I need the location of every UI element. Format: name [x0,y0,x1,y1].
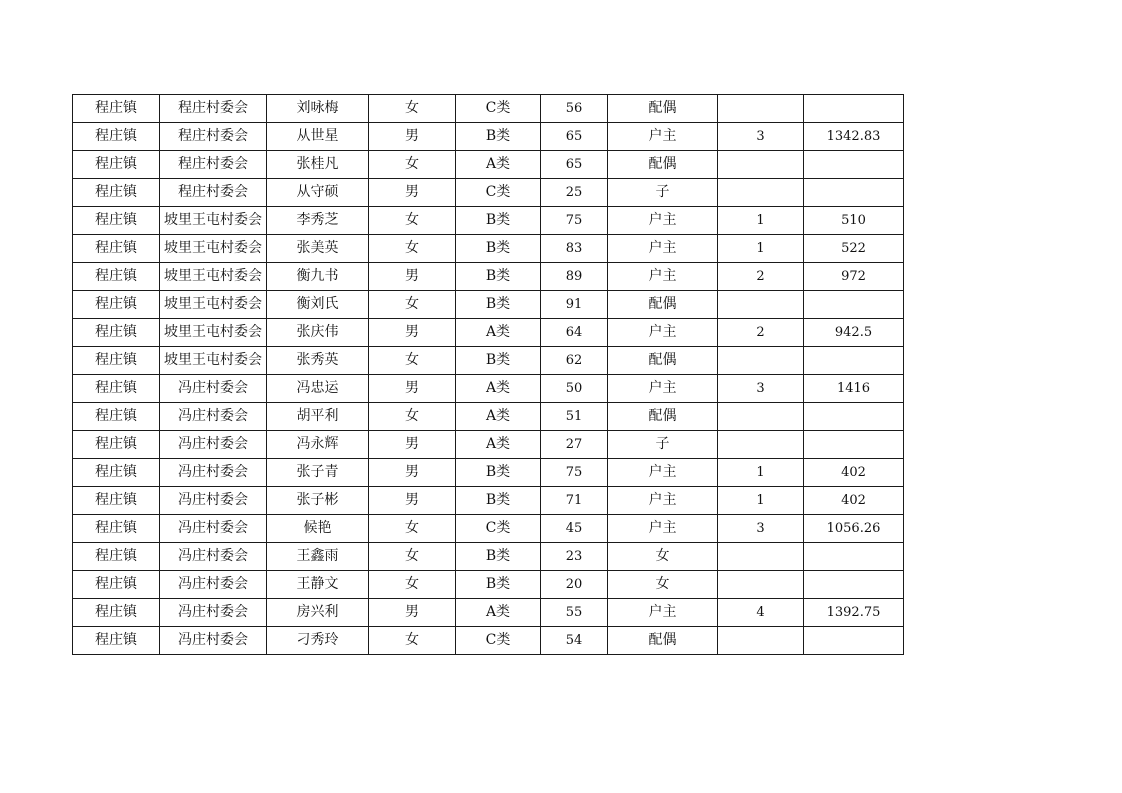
cell-members [718,543,804,571]
cell-name: 王鑫雨 [267,543,369,571]
cell-category: A类 [456,599,541,627]
cell-relation: 户主 [608,263,718,291]
cell-category: A类 [456,403,541,431]
cell-age: 27 [541,431,608,459]
table-row [73,207,904,235]
cell-name: 张秀英 [267,347,369,375]
cell-village: 冯庄村委会 [160,403,267,431]
cell-age: 75 [541,207,608,235]
cell-town: 程庄镇 [73,459,160,487]
cell-town: 程庄镇 [73,515,160,543]
cell-gender: 男 [369,599,456,627]
cell-name: 李秀芝 [267,207,369,235]
cell-members: 1 [718,487,804,515]
cell-town: 程庄镇 [73,375,160,403]
cell-amount: 510 [804,207,904,235]
cell-gender: 女 [369,515,456,543]
cell-gender: 女 [369,627,456,655]
cell-amount [804,431,904,459]
cell-members [718,403,804,431]
cell-category: A类 [456,375,541,403]
cell-town: 程庄镇 [73,95,160,123]
cell-relation: 配偶 [608,291,718,319]
cell-relation: 户主 [608,599,718,627]
cell-village: 冯庄村委会 [160,459,267,487]
cell-gender: 女 [369,291,456,319]
cell-amount [804,95,904,123]
cell-town: 程庄镇 [73,235,160,263]
cell-category: B类 [456,487,541,515]
cell-relation: 配偶 [608,627,718,655]
cell-age: 25 [541,179,608,207]
cell-members [718,431,804,459]
cell-village: 冯庄村委会 [160,431,267,459]
cell-gender: 女 [369,95,456,123]
cell-gender: 男 [369,487,456,515]
table-row [73,459,904,487]
cell-name: 张子青 [267,459,369,487]
cell-category: A类 [456,431,541,459]
cell-name: 衡九书 [267,263,369,291]
cell-age: 65 [541,123,608,151]
cell-name: 冯永辉 [267,431,369,459]
cell-members [718,347,804,375]
table-row [73,627,904,655]
cell-town: 程庄镇 [73,403,160,431]
cell-members [718,627,804,655]
table-row [73,487,904,515]
cell-age: 51 [541,403,608,431]
cell-village: 坡里王屯村委会 [160,319,267,347]
cell-village: 冯庄村委会 [160,543,267,571]
cell-name: 张子彬 [267,487,369,515]
cell-village: 程庄村委会 [160,95,267,123]
cell-name: 张美英 [267,235,369,263]
cell-amount: 1056.26 [804,515,904,543]
cell-village: 坡里王屯村委会 [160,291,267,319]
cell-gender: 男 [369,319,456,347]
cell-amount: 522 [804,235,904,263]
cell-members: 3 [718,123,804,151]
cell-amount: 1392.75 [804,599,904,627]
cell-category: A类 [456,319,541,347]
table-row [73,599,904,627]
cell-members [718,571,804,599]
cell-age: 20 [541,571,608,599]
cell-category: B类 [456,263,541,291]
cell-village: 冯庄村委会 [160,515,267,543]
cell-category: C类 [456,179,541,207]
cell-relation: 配偶 [608,151,718,179]
cell-relation: 户主 [608,123,718,151]
cell-members [718,151,804,179]
cell-relation: 户主 [608,235,718,263]
cell-age: 65 [541,151,608,179]
cell-amount [804,347,904,375]
table-row [73,95,904,123]
cell-age: 62 [541,347,608,375]
cell-members: 3 [718,375,804,403]
cell-town: 程庄镇 [73,487,160,515]
cell-amount [804,543,904,571]
table-row [73,235,904,263]
cell-name: 衡刘氏 [267,291,369,319]
cell-amount [804,151,904,179]
cell-age: 54 [541,627,608,655]
table-row [73,151,904,179]
cell-amount: 1416 [804,375,904,403]
cell-village: 程庄村委会 [160,151,267,179]
cell-age: 64 [541,319,608,347]
table-row [73,543,904,571]
cell-village: 冯庄村委会 [160,571,267,599]
cell-town: 程庄镇 [73,571,160,599]
cell-gender: 女 [369,347,456,375]
cell-gender: 女 [369,235,456,263]
cell-category: B类 [456,459,541,487]
cell-age: 45 [541,515,608,543]
cell-name: 房兴利 [267,599,369,627]
cell-age: 83 [541,235,608,263]
cell-amount [804,403,904,431]
cell-name: 张桂凡 [267,151,369,179]
cell-age: 71 [541,487,608,515]
cell-amount: 972 [804,263,904,291]
cell-members [718,179,804,207]
cell-name: 刁秀玲 [267,627,369,655]
table-row [73,179,904,207]
cell-village: 坡里王屯村委会 [160,235,267,263]
table-row [73,403,904,431]
cell-age: 89 [541,263,608,291]
cell-name: 候艳 [267,515,369,543]
cell-name: 王静文 [267,571,369,599]
table-row [73,347,904,375]
cell-category: B类 [456,207,541,235]
cell-town: 程庄镇 [73,263,160,291]
cell-category: C类 [456,515,541,543]
table-row [73,571,904,599]
cell-category: A类 [456,151,541,179]
cell-amount: 1342.83 [804,123,904,151]
cell-relation: 子 [608,431,718,459]
cell-gender: 男 [369,123,456,151]
cell-gender: 女 [369,207,456,235]
cell-relation: 户主 [608,319,718,347]
cell-members: 4 [718,599,804,627]
cell-village: 坡里王屯村委会 [160,347,267,375]
table-row [73,431,904,459]
cell-town: 程庄镇 [73,319,160,347]
cell-gender: 男 [369,263,456,291]
cell-age: 23 [541,543,608,571]
cell-village: 冯庄村委会 [160,487,267,515]
cell-relation: 户主 [608,459,718,487]
cell-name: 张庆伟 [267,319,369,347]
cell-village: 冯庄村委会 [160,627,267,655]
cell-gender: 女 [369,151,456,179]
cell-age: 55 [541,599,608,627]
cell-town: 程庄镇 [73,431,160,459]
cell-relation: 配偶 [608,403,718,431]
cell-category: C类 [456,627,541,655]
cell-members: 1 [718,459,804,487]
table-body [73,95,904,655]
cell-relation: 户主 [608,375,718,403]
table-row [73,291,904,319]
cell-amount: 402 [804,459,904,487]
cell-relation: 配偶 [608,95,718,123]
cell-age: 50 [541,375,608,403]
cell-name: 冯忠运 [267,375,369,403]
data-table [72,94,904,655]
cell-town: 程庄镇 [73,207,160,235]
cell-relation: 户主 [608,487,718,515]
cell-relation: 女 [608,543,718,571]
cell-name: 从世星 [267,123,369,151]
cell-village: 冯庄村委会 [160,375,267,403]
cell-village: 坡里王屯村委会 [160,207,267,235]
cell-members: 3 [718,515,804,543]
cell-members: 1 [718,207,804,235]
cell-category: B类 [456,571,541,599]
table-row [73,263,904,291]
cell-village: 程庄村委会 [160,123,267,151]
cell-category: C类 [456,95,541,123]
cell-relation: 户主 [608,207,718,235]
table-row [73,375,904,403]
cell-gender: 男 [369,431,456,459]
cell-members: 1 [718,235,804,263]
cell-town: 程庄镇 [73,599,160,627]
cell-village: 坡里王屯村委会 [160,263,267,291]
cell-gender: 男 [369,375,456,403]
cell-town: 程庄镇 [73,151,160,179]
cell-gender: 女 [369,571,456,599]
cell-amount [804,571,904,599]
cell-gender: 女 [369,543,456,571]
cell-relation: 子 [608,179,718,207]
cell-amount [804,627,904,655]
cell-category: B类 [456,291,541,319]
cell-name: 胡平利 [267,403,369,431]
cell-gender: 男 [369,459,456,487]
cell-category: B类 [456,543,541,571]
table-row [73,123,904,151]
table-row [73,515,904,543]
cell-gender: 女 [369,403,456,431]
cell-town: 程庄镇 [73,123,160,151]
cell-relation: 户主 [608,515,718,543]
cell-gender: 男 [369,179,456,207]
cell-age: 56 [541,95,608,123]
cell-members: 2 [718,319,804,347]
cell-name: 从守硕 [267,179,369,207]
cell-name: 刘咏梅 [267,95,369,123]
cell-town: 程庄镇 [73,291,160,319]
cell-relation: 女 [608,571,718,599]
cell-category: B类 [456,235,541,263]
cell-members [718,95,804,123]
cell-amount: 942.5 [804,319,904,347]
cell-category: B类 [456,123,541,151]
cell-amount [804,179,904,207]
cell-village: 冯庄村委会 [160,599,267,627]
cell-amount [804,291,904,319]
cell-town: 程庄镇 [73,627,160,655]
cell-members: 2 [718,263,804,291]
cell-town: 程庄镇 [73,347,160,375]
cell-town: 程庄镇 [73,543,160,571]
cell-members [718,291,804,319]
cell-age: 91 [541,291,608,319]
cell-village: 程庄村委会 [160,179,267,207]
cell-relation: 配偶 [608,347,718,375]
cell-age: 75 [541,459,608,487]
table-row [73,319,904,347]
cell-town: 程庄镇 [73,179,160,207]
cell-amount: 402 [804,487,904,515]
cell-category: B类 [456,347,541,375]
